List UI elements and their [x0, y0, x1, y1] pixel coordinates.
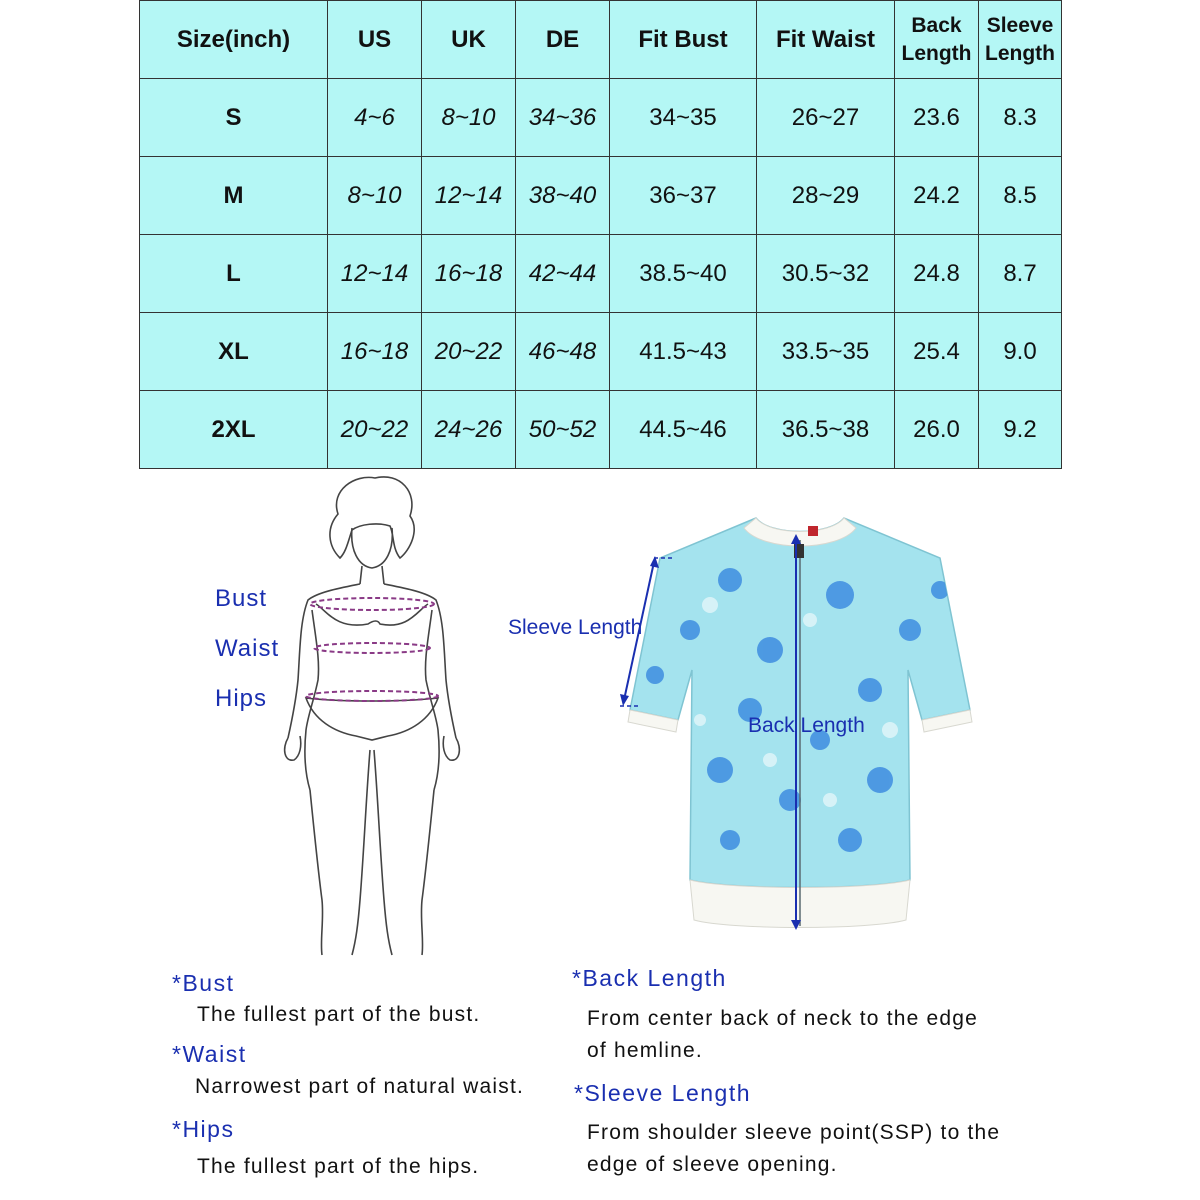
size-cell: L	[140, 235, 328, 313]
waist-label: Waist	[215, 635, 280, 662]
back-length-note-text-2: of hemline.	[587, 1039, 703, 1062]
de-cell: 34~36	[516, 79, 610, 157]
waist-note-text: Narrowest part of natural waist.	[195, 1075, 525, 1098]
hips-note-title: *Hips	[172, 1116, 235, 1142]
table-header-row	[140, 1, 1062, 79]
back-length-note-title: *Back Length	[572, 965, 727, 991]
bust-note-title: *Bust	[172, 970, 235, 996]
table-row	[140, 235, 1062, 313]
fit-waist-cell: 36.5~38	[757, 391, 895, 469]
header-size: Size(inch)	[140, 1, 328, 79]
back-length-cell: 23.6	[895, 79, 979, 157]
sleeve-length-cell: 8.7	[979, 235, 1062, 313]
fit-bust-cell: 38.5~40	[610, 235, 757, 313]
sleeve-length-note-title: *Sleeve Length	[574, 1080, 752, 1106]
table-row	[140, 391, 1062, 469]
hips-label: Hips	[215, 685, 268, 712]
uk-cell: 16~18	[422, 235, 516, 313]
body-figure-illustration	[260, 470, 480, 960]
header-us: US	[328, 1, 422, 79]
table-row	[140, 79, 1062, 157]
us-cell: 20~22	[328, 391, 422, 469]
waist-note-title: *Waist	[172, 1041, 247, 1067]
back-length-label: Back Length	[748, 714, 865, 737]
header-sleeve-length: Sleeve Length	[979, 1, 1062, 79]
sleeve-length-label: Sleeve Length	[508, 616, 643, 639]
size-cell: XL	[140, 313, 328, 391]
back-length-cell: 24.2	[895, 157, 979, 235]
sleeve-length-cell: 9.2	[979, 391, 1062, 469]
table-row	[140, 313, 1062, 391]
sleeve-length-cell: 9.0	[979, 313, 1062, 391]
size-chart-table	[139, 0, 1062, 469]
uk-cell: 12~14	[422, 157, 516, 235]
sleeve-length-cell: 8.5	[979, 157, 1062, 235]
us-cell: 16~18	[328, 313, 422, 391]
header-fit-waist: Fit Waist	[757, 1, 895, 79]
table-row	[140, 157, 1062, 235]
sleeve-length-note-text-2: edge of sleeve opening.	[587, 1153, 838, 1176]
size-cell: 2XL	[140, 391, 328, 469]
fit-bust-cell: 34~35	[610, 79, 757, 157]
de-cell: 50~52	[516, 391, 610, 469]
us-cell: 4~6	[328, 79, 422, 157]
fit-bust-cell: 44.5~46	[610, 391, 757, 469]
fit-bust-cell: 41.5~43	[610, 313, 757, 391]
bust-note-text: The fullest part of the bust.	[197, 1003, 481, 1026]
fit-waist-cell: 28~29	[757, 157, 895, 235]
de-cell: 38~40	[516, 157, 610, 235]
back-length-cell: 26.0	[895, 391, 979, 469]
header-de: DE	[516, 1, 610, 79]
back-length-note-text-1: From center back of neck to the edge	[587, 1007, 979, 1030]
sleeve-length-note-text-1: From shoulder sleeve point(SSP) to the	[587, 1121, 1001, 1144]
header-fit-bust: Fit Bust	[610, 1, 757, 79]
fit-bust-cell: 36~37	[610, 157, 757, 235]
us-cell: 8~10	[328, 157, 422, 235]
fit-waist-cell: 33.5~35	[757, 313, 895, 391]
bust-label: Bust	[215, 585, 268, 612]
fit-waist-cell: 26~27	[757, 79, 895, 157]
size-cell: S	[140, 79, 328, 157]
size-cell: M	[140, 157, 328, 235]
uk-cell: 24~26	[422, 391, 516, 469]
de-cell: 42~44	[516, 235, 610, 313]
us-cell: 12~14	[328, 235, 422, 313]
uk-cell: 8~10	[422, 79, 516, 157]
sleeve-length-cell: 8.3	[979, 79, 1062, 157]
back-length-cell: 24.8	[895, 235, 979, 313]
back-length-cell: 25.4	[895, 313, 979, 391]
hips-note-text: The fullest part of the hips.	[197, 1155, 480, 1178]
header-back-length: Back Length	[895, 1, 979, 79]
de-cell: 46~48	[516, 313, 610, 391]
header-uk: UK	[422, 1, 516, 79]
uk-cell: 20~22	[422, 313, 516, 391]
fit-waist-cell: 30.5~32	[757, 235, 895, 313]
